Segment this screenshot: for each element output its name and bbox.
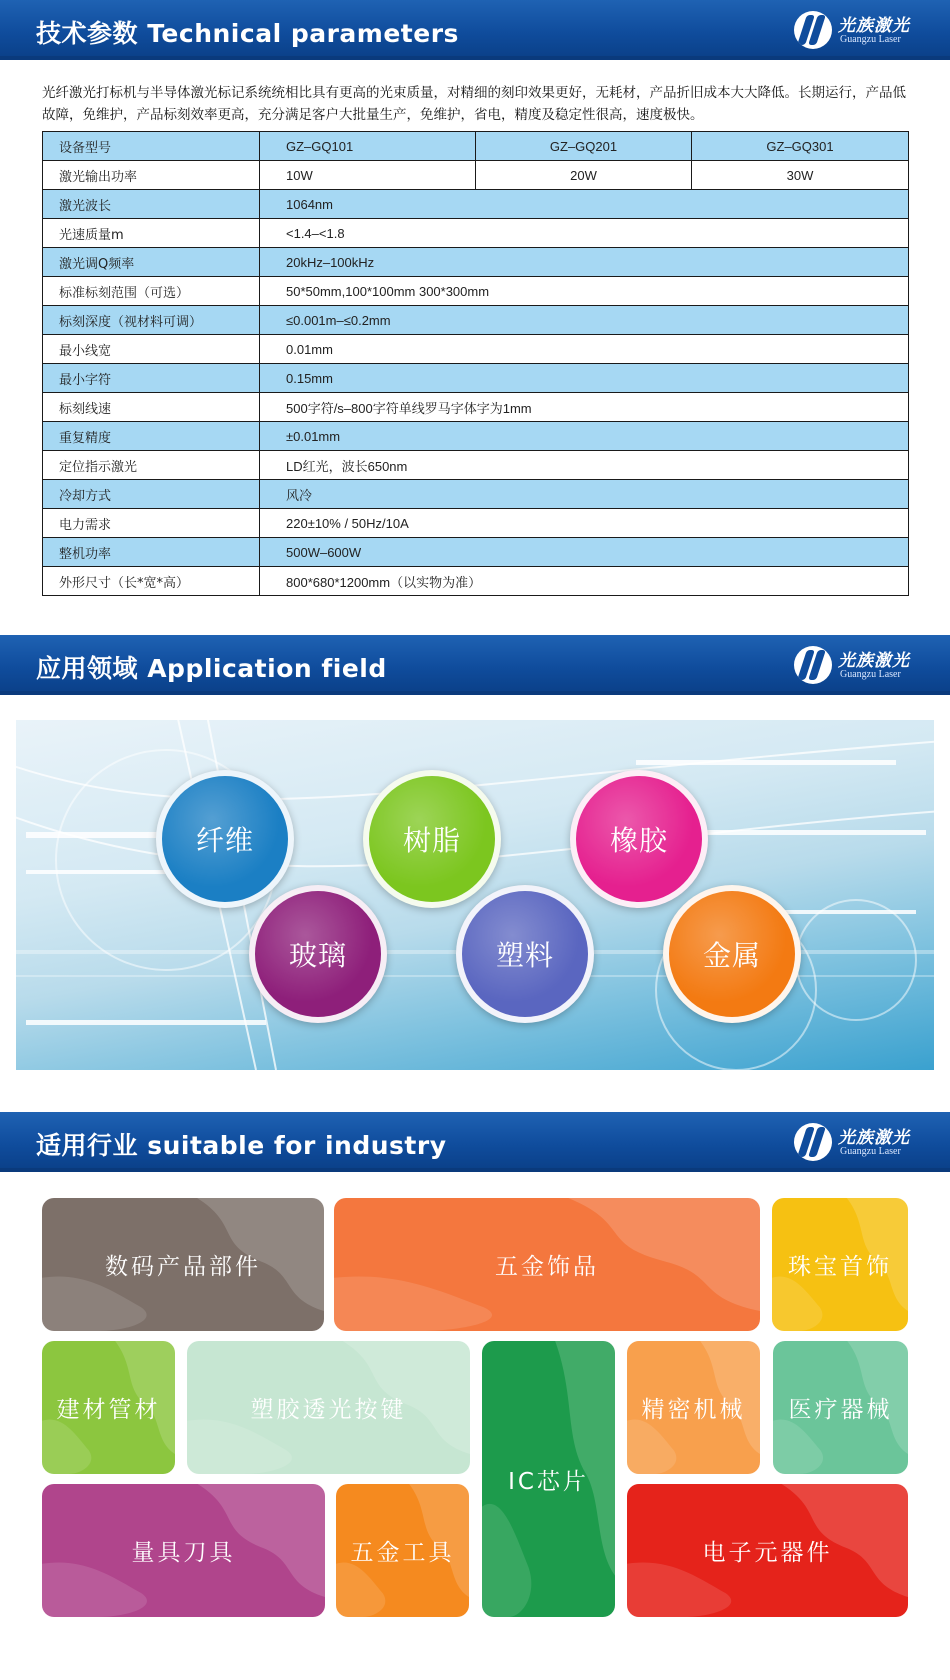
row-label: 外形尺寸（长*宽*高）	[43, 567, 260, 596]
row-label: 冷却方式	[43, 480, 260, 509]
row-value: 800*680*1200mm（以实物为准）	[260, 567, 909, 596]
application-bubble: 纤维	[156, 770, 294, 908]
table-row	[43, 277, 909, 306]
row-label: 激光输出功率	[43, 161, 260, 190]
row-value: 500W–600W	[260, 538, 909, 567]
industry-label: 精密机械	[641, 1397, 746, 1423]
row-label: 整机功率	[43, 538, 260, 567]
industry-label: IC芯片	[508, 1468, 589, 1495]
model-cell: GZ–GQ201	[476, 132, 692, 161]
section-banner-technical	[0, 0, 950, 60]
industry-tile	[336, 1484, 469, 1617]
row-label: 激光波长	[43, 190, 260, 219]
table-row	[43, 248, 909, 277]
table-row	[43, 161, 909, 190]
row-value: LD红光，波长650nm	[260, 451, 909, 480]
model-cell: GZ–GQ301	[692, 132, 909, 161]
industry-tile	[773, 1341, 908, 1474]
application-panel	[16, 720, 934, 1070]
row-value: 风冷	[260, 480, 909, 509]
row-value: <1.4–<1.8	[260, 219, 909, 248]
table-row	[43, 567, 909, 596]
brand-logo	[794, 1122, 924, 1162]
section-banner-industry	[0, 1112, 950, 1172]
power-cell: 30W	[692, 161, 909, 190]
row-value: 20kHz–100kHz	[260, 248, 909, 277]
row-label: 定位指示激光	[43, 451, 260, 480]
industry-tile	[42, 1484, 325, 1617]
brand-logo	[794, 645, 924, 685]
power-cell: 10W	[260, 161, 476, 190]
industry-label: 量具刀具	[131, 1540, 236, 1566]
logo-en: Guangzu Laser	[840, 669, 901, 680]
spec-table	[42, 131, 909, 596]
row-label: 设备型号	[43, 132, 260, 161]
logo-cn: 光族激光	[838, 651, 910, 671]
row-label: 最小线宽	[43, 335, 260, 364]
industry-label: 电子元器件	[702, 1540, 833, 1566]
row-value: 220±10% / 50Hz/10A	[260, 509, 909, 538]
application-bubble: 金属	[663, 885, 801, 1023]
industry-tile	[627, 1341, 760, 1474]
table-row	[43, 451, 909, 480]
industry-tile	[42, 1341, 175, 1474]
table-row	[43, 509, 909, 538]
application-bubble: 玻璃	[249, 885, 387, 1023]
industry-label: 建材管材	[56, 1397, 161, 1423]
row-label: 标刻线速	[43, 393, 260, 422]
section-title: 适用行业 suitable for industry	[36, 1131, 447, 1160]
row-label: 电力需求	[43, 509, 260, 538]
row-label: 标准标刻范围（可选）	[43, 277, 260, 306]
section-title: 技术参数 Technical parameters	[36, 19, 459, 48]
row-label: 最小字符	[43, 364, 260, 393]
industry-label: 五金饰品	[495, 1254, 599, 1280]
application-bubble: 塑料	[456, 885, 594, 1023]
industry-tile	[42, 1198, 324, 1331]
model-cell: GZ–GQ101	[260, 132, 476, 161]
row-value: 0.15mm	[260, 364, 909, 393]
industry-label: 塑胶透光按键	[250, 1397, 407, 1423]
table-row	[43, 480, 909, 509]
table-row	[43, 306, 909, 335]
row-value: ±0.01mm	[260, 422, 909, 451]
logo-mark-icon	[794, 1123, 832, 1161]
intro-paragraph: 光纤激光打标机与半导体激光标记系统统相比具有更高的光束质量，对精细的刻印效果更好，无耗材，产品折旧成本大大降低。长期运行，产品低故障，免维护，产品标刻效率更高，充分满足客户大批量生产，免维护，省电，精度及稳定性很高，速度极快。	[42, 85, 906, 123]
industry-tile	[772, 1198, 908, 1331]
logo-cn: 光族激光	[838, 1128, 910, 1148]
table-row	[43, 335, 909, 364]
row-value: 1064nm	[260, 190, 909, 219]
industry-label: 医疗器械	[788, 1397, 893, 1423]
row-value: 50*50mm,100*100mm 300*300mm	[260, 277, 909, 306]
row-label: 激光调Q频率	[43, 248, 260, 277]
power-cell: 20W	[476, 161, 692, 190]
industry-tile	[334, 1198, 760, 1331]
logo-cn: 光族激光	[838, 16, 910, 36]
table-row	[43, 422, 909, 451]
section-banner-application	[0, 635, 950, 695]
row-value: 500字符/s–800字符单线罗马字体字为1mm	[260, 393, 909, 422]
table-row	[43, 364, 909, 393]
tech-background-graphic	[16, 720, 934, 1070]
table-row	[43, 393, 909, 422]
industry-tile	[187, 1341, 470, 1474]
table-row	[43, 219, 909, 248]
logo-mark-icon	[794, 11, 832, 49]
application-bubble: 树脂	[363, 770, 501, 908]
row-value: 0.01mm	[260, 335, 909, 364]
industry-label: 珠宝首饰	[788, 1254, 892, 1280]
row-label: 标刻深度（视材料可调）	[43, 306, 260, 335]
application-bubble: 橡胶	[570, 770, 708, 908]
brand-logo	[794, 10, 924, 50]
table-row	[43, 190, 909, 219]
section-title: 应用领域 Application field	[36, 654, 387, 683]
row-label: 光速质量m	[43, 219, 260, 248]
industry-label: 数码产品部件	[105, 1254, 261, 1280]
industry-tile	[627, 1484, 908, 1617]
table-row	[43, 538, 909, 567]
row-label: 重复精度	[43, 422, 260, 451]
row-value: ≤0.001m–≤0.2mm	[260, 306, 909, 335]
logo-mark-icon	[794, 646, 832, 684]
logo-en: Guangzu Laser	[840, 1146, 901, 1157]
table-row	[43, 132, 909, 161]
industry-label: 五金工具	[350, 1540, 455, 1566]
logo-en: Guangzu Laser	[840, 34, 901, 45]
industry-tile	[482, 1341, 615, 1617]
